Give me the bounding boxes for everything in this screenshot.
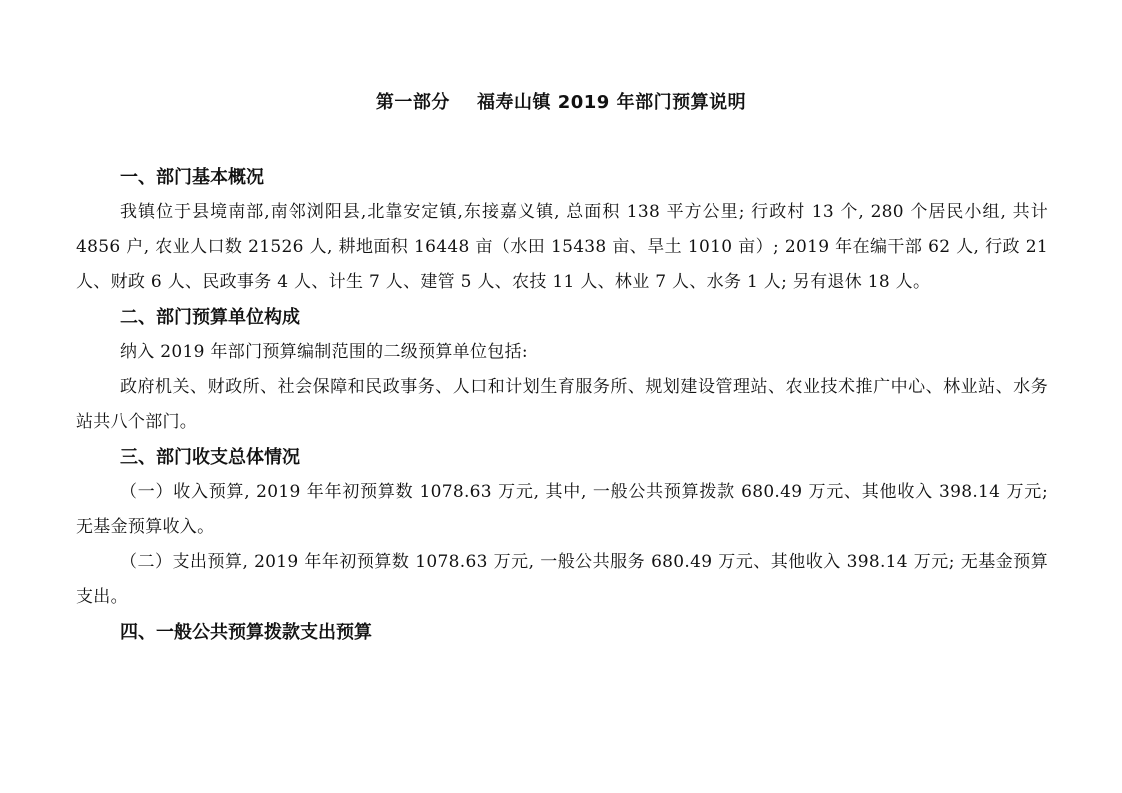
section-heading-public-budget-expenditure: 四、一般公共预算拨款支出预算 xyxy=(120,622,372,643)
paragraph-budget-units-list: 政府机关、财政所、社会保障和民政事务、人口和计划生育服务所、规划建设管理站、农业技术推广中心、林业站、水务站共八个部门。 xyxy=(76,377,1048,432)
document-title: 第一部分 福寿山镇 2019 年部门预算说明 xyxy=(375,92,747,113)
paragraph-basic-overview: 我镇位于县境南部,南邻浏阳县,北靠安定镇,东接嘉义镇, 总面积 138 平方公里; 行政村 13 个, 280 个居民小组, 共计 4856 户, 农业人口数 21526 人, 耕地面积 16448 亩（水田 15438 亩、旱土 1010 亩）; 2019 年在编干部 62 人, 行政 21 人、财政 6 人、民政事务 4 人、计生 7 人、建管 5 人、农技 11 人、林业 7 人、水务 1 人; 另有退休 18 人。 xyxy=(76,202,1048,292)
section-heading-budget-units: 二、部门预算单位构成 xyxy=(120,307,300,328)
section-heading-income-expenditure: 三、部门收支总体情况 xyxy=(120,447,300,468)
document-body xyxy=(76,160,1048,650)
paragraph-budget-units-intro: 纳入 2019 年部门预算编制范围的二级预算单位包括: xyxy=(120,342,528,362)
paragraph-expenditure-budget: （二）支出预算, 2019 年年初预算数 1078.63 万元, 一般公共服务 680.49 万元、其他收入 398.14 万元; 无基金预算支出。 xyxy=(76,552,1048,607)
paragraph-income-budget: （一）收入预算, 2019 年年初预算数 1078.63 万元, 其中, 一般公共预算拨款 680.49 万元、其他收入 398.14 万元; 无基金预算收入。 xyxy=(76,482,1048,537)
section-heading-basic-overview: 一、部门基本概况 xyxy=(120,167,264,188)
